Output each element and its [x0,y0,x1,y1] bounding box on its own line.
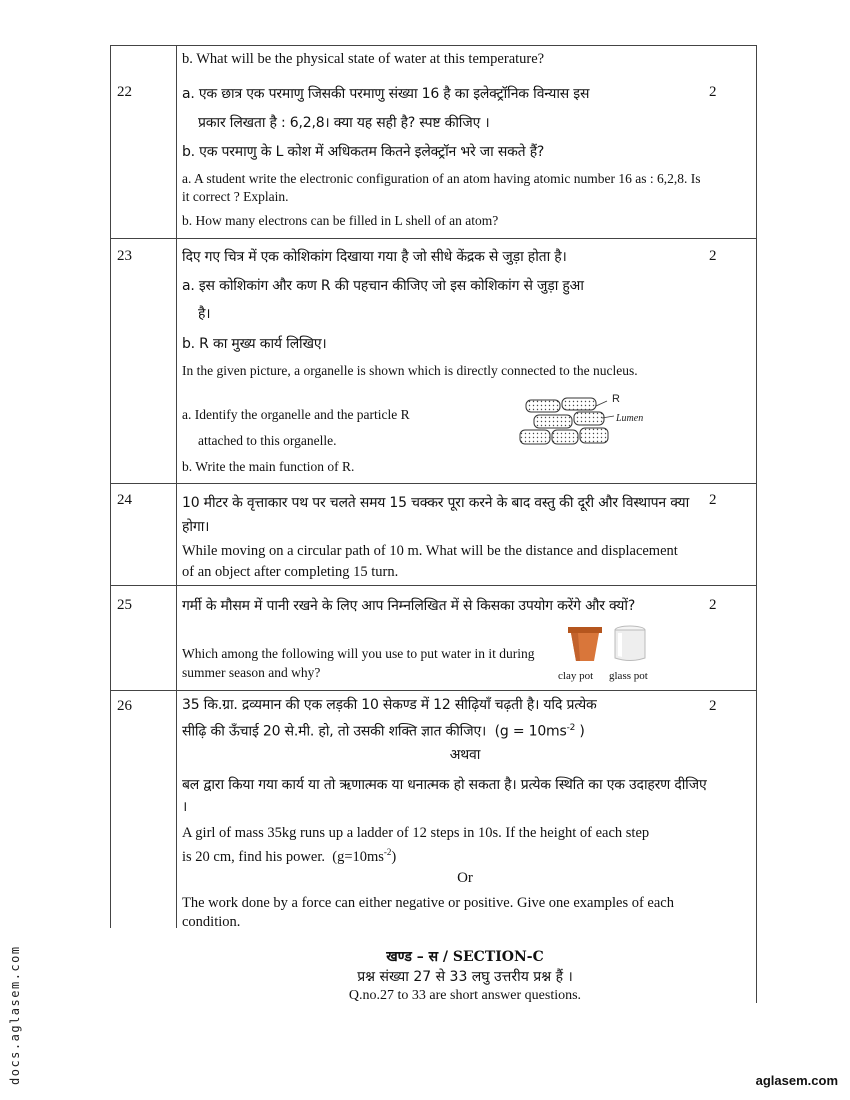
q23-hindi-part-a-line1: a. इस कोशिकांग और कण R की पहचान कीजिए जो इस कोशिकांग से जुड़ा हुआ [182,278,584,294]
q26-hindi-or: अथवा [449,747,481,763]
q21-part-b-english: b. What will be the physical state of water at this temperature? [182,51,545,67]
q25-hindi: गर्मी के मौसम में पानी रखने के लिए आप निम्नलिखित में से किसका उपयोग करेंगे और क्यों? [182,598,636,614]
section-c-title: खण्ड – स / SECTION-C [386,949,544,965]
q23-hindi-part-b: b. R का मुख्य कार्य लिखिए। [182,336,327,352]
q22-hindi-part-a-line2: प्रकार लिखता है : 6,2,8। क्या यह सही है? स्पष्ट कीजिए । [198,115,490,131]
figure-label-lumen: Lumen [616,413,644,424]
clay-pot-image [566,625,604,663]
question-number: 22 [117,84,132,100]
table-left-border [110,45,111,928]
q23-english-part-b: b. Write the main function of R. [182,459,355,474]
section-c-hindi-note: प्रश्न संख्या 27 से 33 लघु उत्तरीय प्रश्न हैं । [357,969,573,985]
row-divider [110,690,756,691]
q26-english-alternative: The work done by a force can either negative or positive. Give one examples of each condition. [182,895,674,930]
q22-english-part-b: b. How many electrons can be filled in L shell of an atom? [182,213,499,228]
q26-hindi-alternative: बल द्वारा किया गया कार्य या तो ऋणात्मक या धनात्मक हो सकता है। प्रत्येक स्थिति का एक उदाहरण दीजिए । [182,777,707,815]
glass-pot-image [612,625,648,663]
q23-english-part-a-line2: attached to this organelle. [198,433,337,448]
q23-english-intro: In the given picture, a organelle is shown which is directly connected to the nucleus. [182,363,638,378]
row-divider [110,585,756,586]
question-number: 24 [117,492,132,508]
figure-label-r: R [612,393,620,405]
q25-english: Which among the following will you use to put water in it during summer season and why? [182,646,535,680]
q23-hindi-intro: दिए गए चित्र में एक कोशिकांग दिखाया गया है जो सीधे केंद्रक से जुड़ा होता है। [182,249,567,265]
brand-logo-text: aglasem.com [755,1073,838,1088]
row-divider [110,238,756,239]
question-number: 26 [117,698,132,714]
q22-hindi-part-b: b. एक परमाणु के L कोश में अधिकतम कितने इलेक्ट्रॉन भरे जा सकते हैं? [182,144,545,160]
q26-english-or: Or [457,870,473,886]
q26-english-line1: A girl of mass 35kg runs up a ladder of 12 steps in 10s. If the height of each step [182,825,650,841]
q22-english-part-a: a. A student write the electronic configuration of an atom having atomic number 16 as : 6,2,8. Is it correct ? Explain. [182,171,701,204]
table-right-border [756,45,757,1003]
q26-hindi-line1: 35 कि.ग्रा. द्रव्यमान की एक लड़की 10 सेकण्ड में 12 सीढ़ियाँ चढ़ती है। यदि प्रत्येक [182,697,597,713]
endoplasmic-reticulum-figure [512,388,662,454]
clay-pot-label: clay pot [558,670,594,682]
q24-hindi: 10 मीटर के वृत्ताकार पथ पर चलते समय 15 चक्कर पूरा करने के बाद वस्तु की दूरी और विस्थापन क्या होगा। [182,495,690,535]
glass-pot-label: glass pot [609,670,648,682]
question-marks: 2 [709,84,717,100]
question-marks: 2 [709,698,717,714]
question-marks: 2 [709,597,717,613]
q23-hindi-part-a-line2: है। [198,306,211,322]
q26-english-line2: is 20 cm, find his power. $(g=10ms^{-2})$ [182,847,397,865]
q24-english: While moving on a circular path of 10 m. What will be the distance and displacement of an object after completing 15 turn. [182,543,678,580]
table-column-divider [176,45,177,928]
question-number: 23 [117,248,132,264]
q26-hindi-line2: सीढ़ि की ऊँचाई 20 से.मी. हो, तो उसकी शक्ति ज्ञात कीजिए। ($g = 10ms^{-2}$ ) [182,723,585,740]
row-divider [110,483,756,484]
side-watermark: docs.aglasem.com [8,945,22,1085]
question-marks: 2 [709,248,717,264]
question-marks: 2 [709,492,717,508]
section-c-english-note: Q.no.27 to 33 are short answer questions. [348,988,582,1003]
q23-english-part-a-line1: a. Identify the organelle and the particle R [182,407,410,422]
table-top-border [110,45,756,46]
question-number: 25 [117,597,132,613]
q22-hindi-part-a-line1: a. एक छात्र एक परमाणु जिसकी परमाणु संख्या 16 है का इलेक्ट्रॉनिक विन्यास इस [182,86,590,102]
